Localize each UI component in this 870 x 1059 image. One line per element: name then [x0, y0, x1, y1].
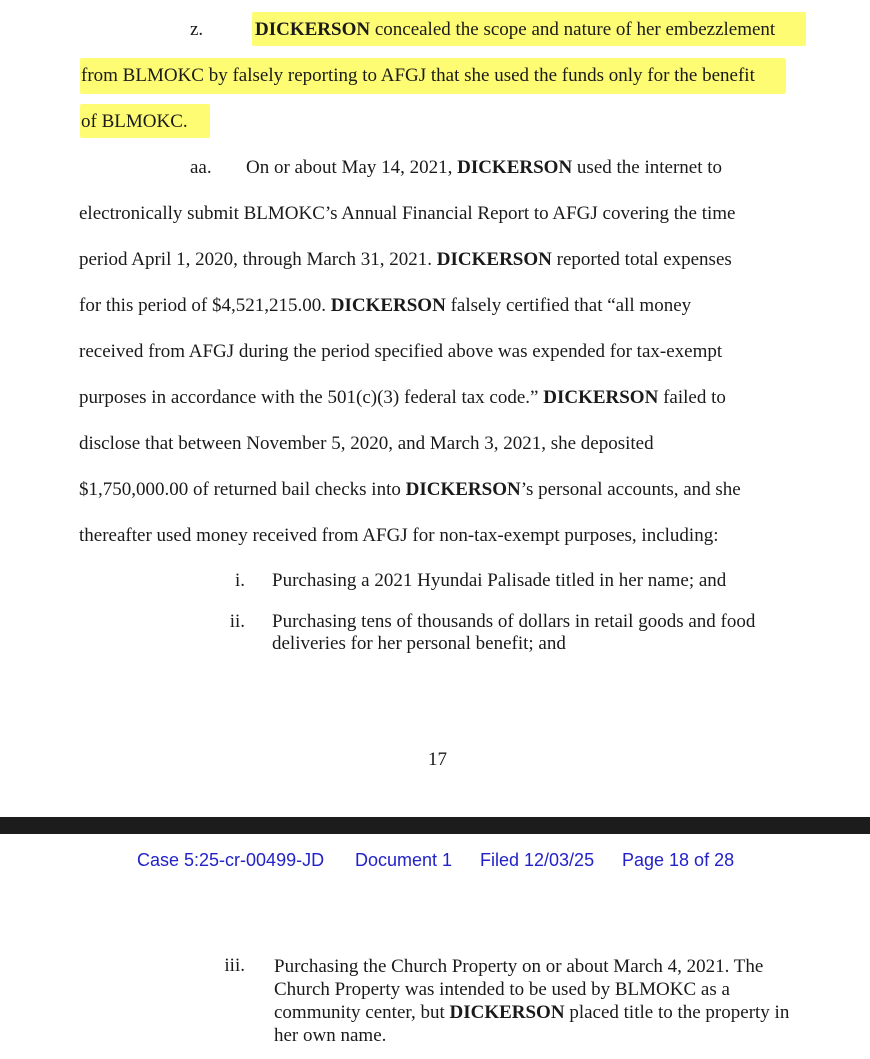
para-aa-line-5: received from AFGJ during the period specified above was expended for tax-exempt [79, 341, 723, 362]
filed-date: Filed 12/03/25 [480, 850, 595, 870]
para-aa-line-1: On or about May 14, 2021, DICKERSON used the internet to [246, 157, 723, 178]
list-item-text: Purchasing a 2021 Hyundai Palisade titled in her name; and [272, 570, 727, 591]
page-number: 17 [428, 749, 447, 770]
list-item-number: iii. [224, 955, 245, 976]
list-item-text: Purchasing tens of thousands of dollars in retail goods and food deliveries for her personal benefit; and [272, 611, 756, 654]
para-aa-line-6: purposes in accordance with the 501(c)(3) federal tax code.” DICKERSON failed to [79, 387, 726, 408]
document-number: Document 1 [355, 850, 453, 870]
para-aa-line-4: for this period of $4,521,215.00. DICKERSON falsely certified that “all money [79, 295, 692, 316]
list-item-text: Purchasing the Church Property on or about March 4, 2021. The Church Property was intended to be used by BLMOKC as a community center, but DICKERSON placed title to the property in her own name. [274, 956, 790, 1046]
para-aa-line-3: period April 1, 2020, through March 31, 2021. DICKERSON reported total expenses [79, 249, 732, 270]
para-aa-line-2: electronically submit BLMOKC’s Annual Financial Report to AFGJ covering the time [79, 203, 736, 224]
page-count: Page 18 of 28 [622, 850, 735, 870]
case-number: Case 5:25-cr-00499-JD [137, 850, 325, 870]
list-item-number: ii. [229, 611, 245, 632]
para-z-line-1: DICKERSON concealed the scope and nature of her embezzlement [255, 19, 776, 40]
para-z-label: z. [190, 19, 204, 40]
list-item [215, 955, 805, 1050]
para-aa-line-8: $1,750,000.00 of returned bail checks into DICKERSON’s personal accounts, and she [79, 479, 741, 500]
list-item-number: i. [234, 570, 245, 591]
para-z-line-2: from BLMOKC by falsely reporting to AFGJ that she used the funds only for the benefit [81, 65, 755, 86]
para-z-line-3: of BLMOKC. [81, 111, 188, 132]
page-divider [0, 817, 870, 834]
para-aa-line-9: thereafter used money received from AFGJ for non-tax-exempt purposes, including: [79, 525, 719, 546]
list-item [215, 570, 795, 594]
para-aa-line-7: disclose that between November 5, 2020, and March 3, 2021, she deposited [79, 433, 654, 454]
list-item [215, 611, 795, 661]
para-aa-label: aa. [190, 157, 212, 178]
